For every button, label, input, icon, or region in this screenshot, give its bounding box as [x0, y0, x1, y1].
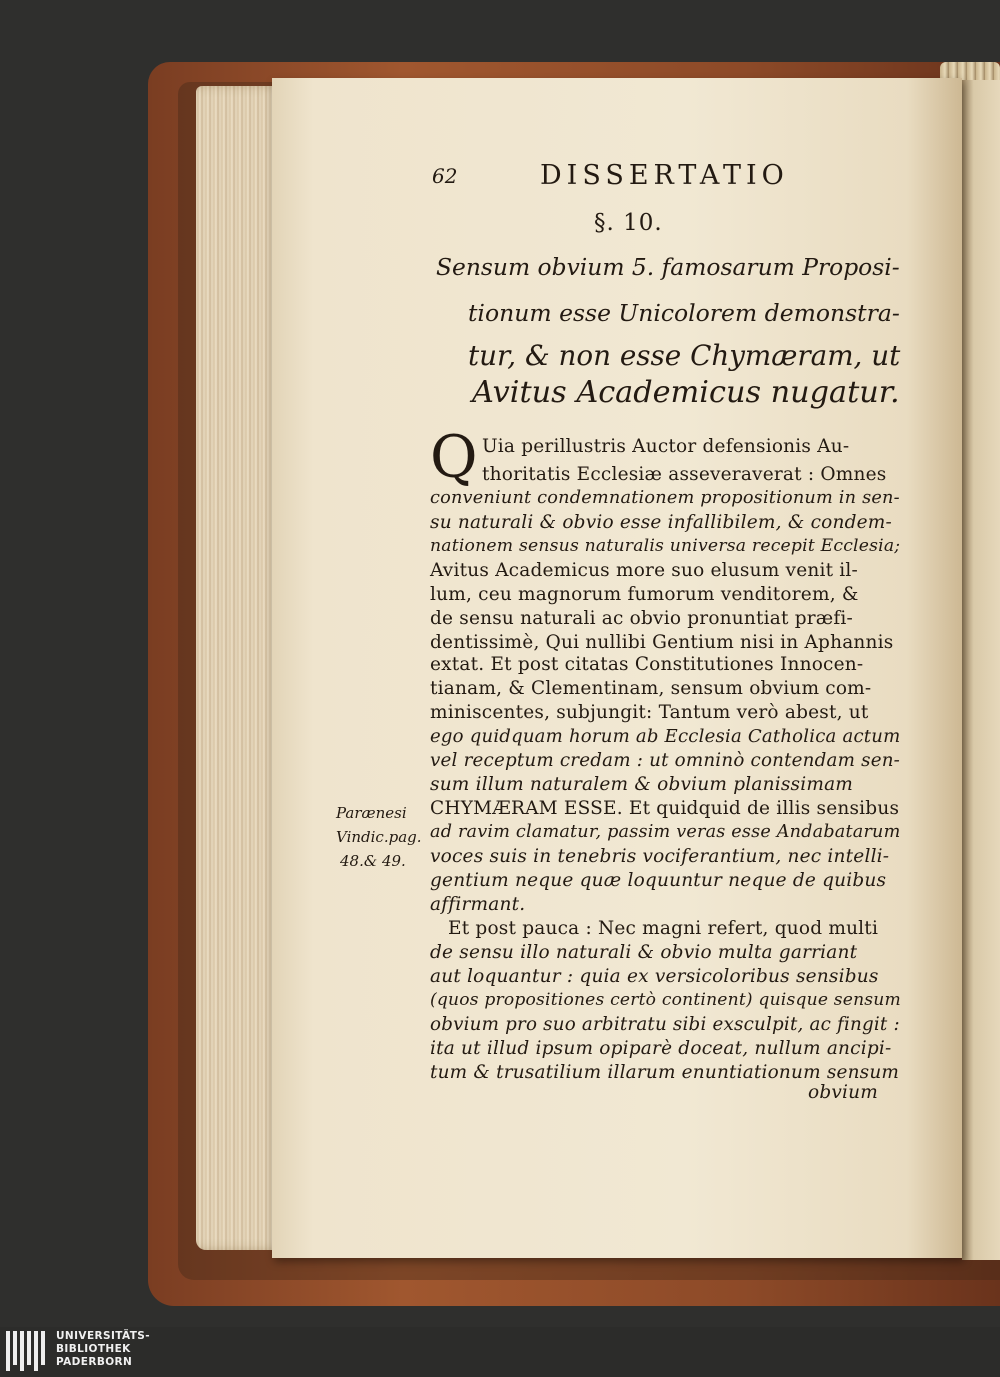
heading-line: tionum esse Unicolorem demonstra-: [468, 299, 900, 327]
logo-bar: [20, 1331, 24, 1371]
drop-cap: Q: [430, 423, 478, 491]
body-line: ad ravim clamatur, passim veras esse Andabatarum: [430, 822, 901, 842]
margin-note-line: 48.& 49.: [340, 852, 406, 870]
logo-bar: [13, 1331, 17, 1365]
body-line: de sensu illo naturali & obvio multa garriant: [430, 942, 858, 963]
body-line: Et post pauca : Nec magni refert, quod multi: [448, 918, 879, 939]
body-line: extat. Et post citatas Constitutiones Innocen-: [430, 654, 864, 675]
facing-page-edge: [962, 80, 1000, 1260]
body-line: Uia perillustris Auctor defensionis Au-: [482, 436, 850, 457]
library-logo-text: BIBLIOTHEK: [56, 1343, 131, 1355]
body-line: CHYMÆRAM ESSE. Et quidquid de illis sensibus: [430, 798, 900, 819]
body-line: thoritatis Ecclesiæ asseveraverat : Omnes: [482, 464, 887, 485]
body-line: dentissimè, Qui nullibi Gentium nisi in Aphannis: [430, 632, 894, 653]
library-logo-text: PADERBORN: [56, 1356, 133, 1368]
body-line: tum & trusatilium illarum enuntiationum sensum: [430, 1062, 900, 1083]
body-line: de sensu naturali ac obvio pronuntiat præfi-: [430, 608, 853, 629]
body-line: ita ut illud ipsum opiparè doceat, nullum ancipi-: [430, 1038, 892, 1059]
logo-bar: [6, 1331, 10, 1371]
logo-bar: [27, 1331, 31, 1365]
body-line: ego quidquam horum ab Ecclesia Catholica actum: [430, 726, 901, 747]
body-line: (quos propositiones certò continent) quisque sensum: [430, 990, 901, 1010]
heading-line: Sensum obvium 5. famosarum Proposi-: [436, 253, 900, 281]
body-line: voces suis in tenebris vociferantium, nec intelli-: [430, 846, 890, 867]
body-line: Avitus Academicus more suo elusum venit il-: [430, 560, 858, 581]
folio-number: 62: [432, 164, 458, 188]
margin-note-line: Vindic.pag.: [336, 828, 422, 846]
body-line: nationem sensus naturalis universa recepit Ecclesia;: [430, 536, 901, 556]
body-line: sum illum naturalem & obvium planissimam: [430, 774, 854, 795]
body-line: lum, ceu magnorum fumorum venditorem, &: [430, 584, 859, 605]
heading-line: Avitus Academicus nugatur.: [472, 375, 900, 410]
body-line: aut loquantur : quia ex versicoloribus sensibus: [430, 966, 879, 987]
page-edges: [196, 86, 282, 1250]
catchword: obvium: [808, 1082, 879, 1103]
body-line: obvium pro suo arbitratu sibi exsculpit, ac fingit :: [430, 1014, 900, 1035]
body-line: miniscentes, subjungit: Tantum verò abest, ut: [430, 702, 869, 723]
body-line: vel receptum credam : ut omninò contendam sen-: [430, 750, 901, 771]
body-line: conveniunt condemnationem propositionum in sen-: [430, 488, 900, 508]
body-line: affirmant.: [430, 894, 526, 915]
body-line: gentium neque quæ loquuntur neque de quibus: [430, 870, 887, 891]
section-number: §. 10.: [594, 210, 663, 236]
logo-bar: [34, 1331, 38, 1371]
running-head: DISSERTATIO: [540, 160, 789, 191]
heading-line: tur, & non esse Chymæram, ut: [468, 339, 901, 372]
library-logo-icon: [6, 1331, 48, 1371]
logo-bar: [41, 1331, 45, 1365]
margin-note-line: Parænesi: [336, 804, 407, 822]
body-line: su naturali & obvio esse infallibilem, & condem-: [430, 512, 892, 533]
library-logo-text: UNIVERSITÄTS-: [56, 1330, 151, 1342]
body-line: tianam, & Clementinam, sensum obvium com-: [430, 678, 872, 699]
